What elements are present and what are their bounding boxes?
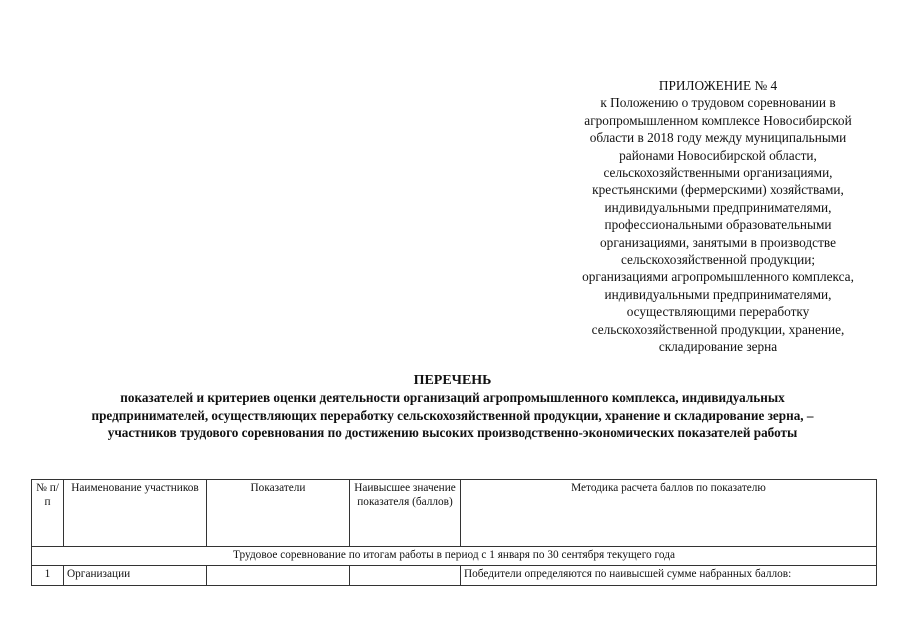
appendix-line: складирование зерна [658,339,778,355]
header-method: Методика расчета баллов по показателю [461,480,877,547]
appendix-line: области в 2018 году между муниципальными [589,130,847,146]
appendix-line: сельскохозяйственной продукции; [620,252,816,268]
appendix-line: районами Новосибирской области, [619,147,817,163]
table-header-row [32,480,877,547]
cell-participants: Организации [64,565,207,585]
cell-num: 1 [32,565,64,585]
appendix-line: агропромышленном комплексе Новосибирской [584,112,852,128]
section-title: Трудовое соревнование по итогам работы в период с 1 января по 30 сентября текущего года [32,547,877,566]
table-row [32,565,877,585]
subtitle-line: показателей и критериев оценки деятельности организаций агропромышленного комплекса, индивидуальных [120,390,785,405]
header-num: № п/п [32,480,64,547]
appendix-line: ПРИЛОЖЕНИЕ № 4 [658,78,778,93]
appendix-line: осуществляющими переработку [626,304,810,320]
appendix-header [548,77,888,356]
appendix-line: крестьянскими (фермерскими) хозяйствами, [592,182,844,198]
document-title: ПЕРЕЧЕНЬ [413,373,492,388]
document-subtitle [20,389,885,442]
appendix-line: профессиональными образовательными [604,217,832,233]
header-participants: Наименование участников [64,480,207,547]
appendix-line: организациями, занятыми в производстве [600,234,836,250]
appendix-line: индивидуальными предпринимателями, [604,199,832,215]
table-section-row [32,547,877,566]
subtitle-line: предпринимателей, осуществляющих переработку сельскохозяйственной продукции, хранение и складирование зерна, – [91,407,814,423]
appendix-line: сельскохозяйственными организациями, [603,165,833,181]
criteria-table [31,479,877,586]
appendix-line: индивидуальными предпринимателями, [604,286,832,302]
appendix-line: организациями агропромышленного комплекса, [582,269,854,285]
cell-method: Победители определяются по наивысшей сумме набранных баллов: [461,565,877,585]
cell-indicators [207,565,350,585]
header-indicators: Показатели [207,480,350,547]
subtitle-line: участников трудового соревнования по достижению высоких производственно-экономических показателей работы [107,425,798,440]
cell-max-value [350,565,461,585]
header-max-value: Наивысшее значение показателя (баллов) [350,480,461,547]
appendix-line: сельскохозяйственной продукции, хранение, [591,321,845,337]
appendix-line: к Положению о трудовом соревновании в [600,95,836,111]
